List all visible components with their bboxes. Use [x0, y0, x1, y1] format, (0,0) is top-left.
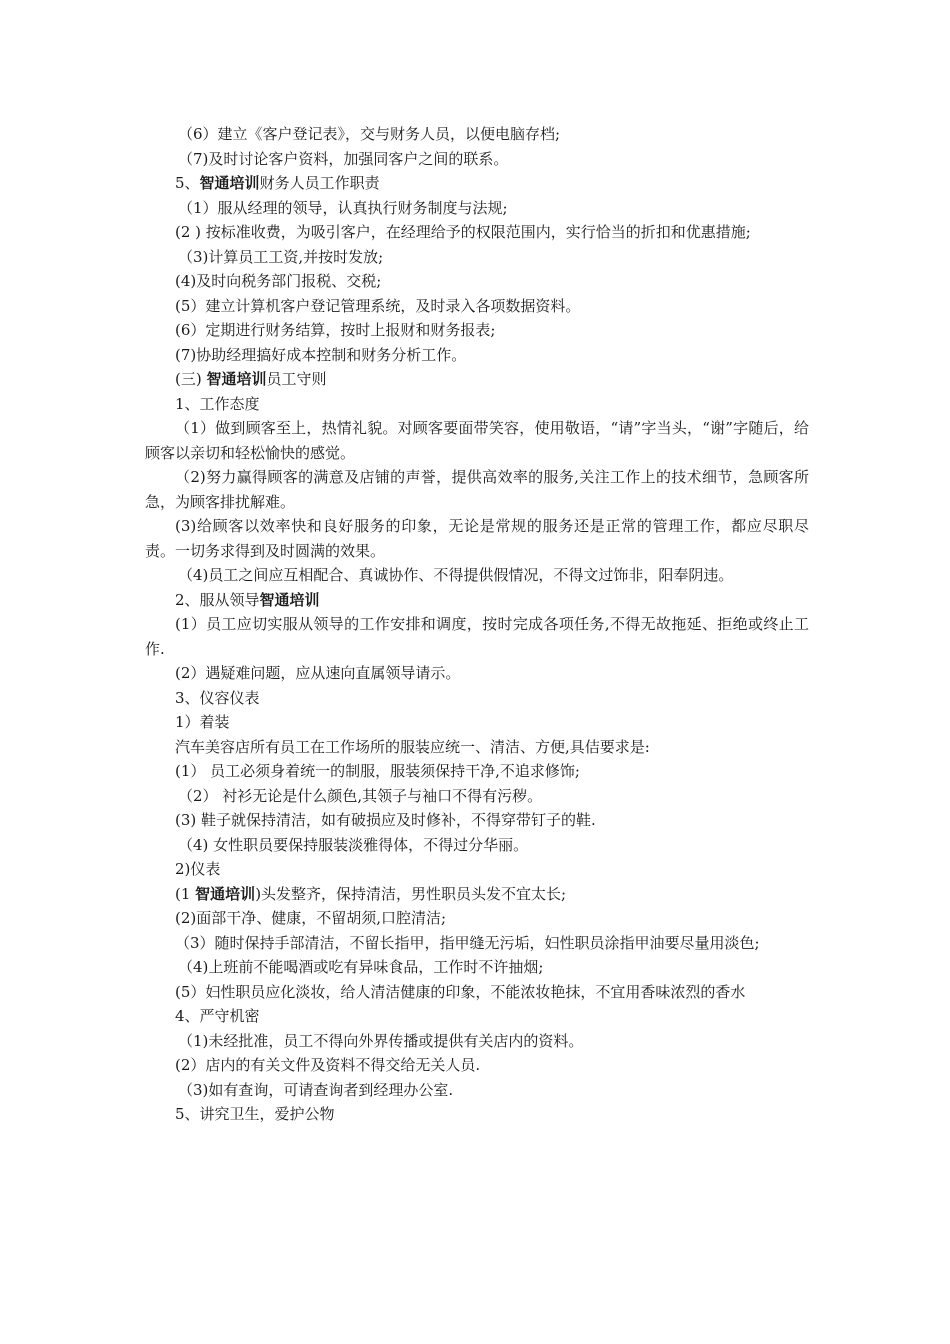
bold-keyword: 智通培训: [206, 370, 267, 388]
text-line: （4)上班前不能喝酒或吃有异味食品，工作时不许抽烟;: [178, 958, 544, 976]
document-page: [145, 122, 809, 1127]
text-line: （3)如有查询，可请查询者到经理办公室.: [178, 1080, 454, 1099]
text-line: 汽车美容店所有员工在工作场所的服装应统一、清洁、方便,具佶要求是:: [175, 737, 650, 756]
sub-heading: 2、服从领导智通培训: [175, 590, 320, 609]
text-line: （6）建立《客户登记表》，交与财务人员，以便电脑存档;: [178, 125, 561, 143]
sub-heading: 4、严守机密: [175, 1007, 260, 1025]
bold-keyword: 智通培训: [199, 174, 260, 192]
paragraph: (3)给顾客以效率快和良好服务的印象，无论是常规的服务还是正常的管理工作，都应尽职尽责。一切务求得到及时圆满的效果。: [145, 517, 809, 560]
text-line: （2） 衬衫无论是什么颜色,其领子与袖口不得有污秽。: [178, 786, 543, 805]
text-line: (2)面部干净、健康，不留胡须,口腔清洁;: [175, 909, 447, 927]
section-heading: (三) 智通培训员工守则: [175, 370, 327, 388]
text-line: (2）遇疑难问题，应从速向直属领导请示。: [175, 664, 461, 682]
text-line: （3)计算员工工资,并按时发放;: [178, 247, 384, 266]
bold-keyword: 智通培训: [259, 590, 320, 609]
paragraph: (1）员工应切实服从领导的工作安排和调度，按时完成各项任务,不得无故拖延、拒绝或终止工作.: [145, 615, 809, 658]
sub-heading: 1、工作态度: [175, 394, 260, 413]
text-line: (5）建立计算机客户登记管理系统，及时录入各项数据资料。: [175, 296, 581, 315]
paragraph: （1）做到顾客至上，热情礼貌。对顾客要面带笑容，使用敬语，“请”字当头，“谢”字随后，给顾客以亲切和轻松愉快的感觉。: [145, 419, 809, 462]
paragraph: (5）妇性职员应化淡妆，给人清洁健康的印象，不能浓妆艳抹，不宜用香味浓烈的香水: [175, 982, 746, 1001]
text-line: (4)及时向税务部门报税、交税;: [175, 272, 382, 290]
text-line: （4) 女性职员要保持服装淡雅得体，不得过分华丽。: [178, 835, 529, 854]
sub-heading: 3、仪容仪表: [175, 688, 260, 707]
text-line: (6）定期进行财务结算，按时上报财和财务报表;: [175, 321, 496, 339]
paragraph: （3）随时保持手部清洁，不留长指甲，指甲缝无污垢，妇性职员涂指甲油要尽量用淡色;: [175, 933, 760, 952]
text-line: (7)协助经理搞好成本控制和财务分析工作。: [175, 345, 467, 364]
text-line: （1）服从经理的领导，认真执行财务制度与法规;: [178, 198, 508, 217]
text-line: (2）店内的有关文件及资料不得交给无关人员.: [175, 1056, 481, 1074]
text-line: (3) 鞋子就保持清洁，如有破损应及时修补，不得穿带钉子的鞋.: [175, 811, 596, 829]
text-line: (1 智通培训)头发整齐，保持清洁，男性职员头发不宜太长;: [175, 884, 567, 903]
text-line: （1)未经批准，员工不得向外界传播或提供有关店内的资料。: [178, 1031, 584, 1050]
paragraph: (2 ) 按标准收费，为吸引客户，在经理给予的权限范围内，实行恰当的折扣和优惠措施;: [175, 223, 751, 241]
bold-keyword: 智通培训: [195, 884, 256, 903]
paragraph: （2)努力赢得顾客的满意及店铺的声誉，提供高效率的服务,关注工作上的技术细节，急顾客所急，为顾客排扰解难。: [145, 468, 809, 511]
text-line: （4)员工之间应互相配合、真诚协作、不得提供假情况，不得文过饰非，阳奉阴违。: [178, 566, 734, 584]
section-heading: 5、智通培训财务人员工作职责: [175, 174, 380, 192]
sub-heading: 2)仪表: [175, 860, 221, 878]
sub-heading: 5、讲究卫生，爱护公物: [175, 1105, 335, 1123]
text-line: (1） 员工必须身着统一的制服，服装须保持干净,不追求修饰;: [175, 762, 580, 780]
text-line: （7)及时讨论客户资料，加强同客户之间的联系。: [178, 149, 509, 168]
sub-heading: 1）着装: [175, 713, 230, 731]
